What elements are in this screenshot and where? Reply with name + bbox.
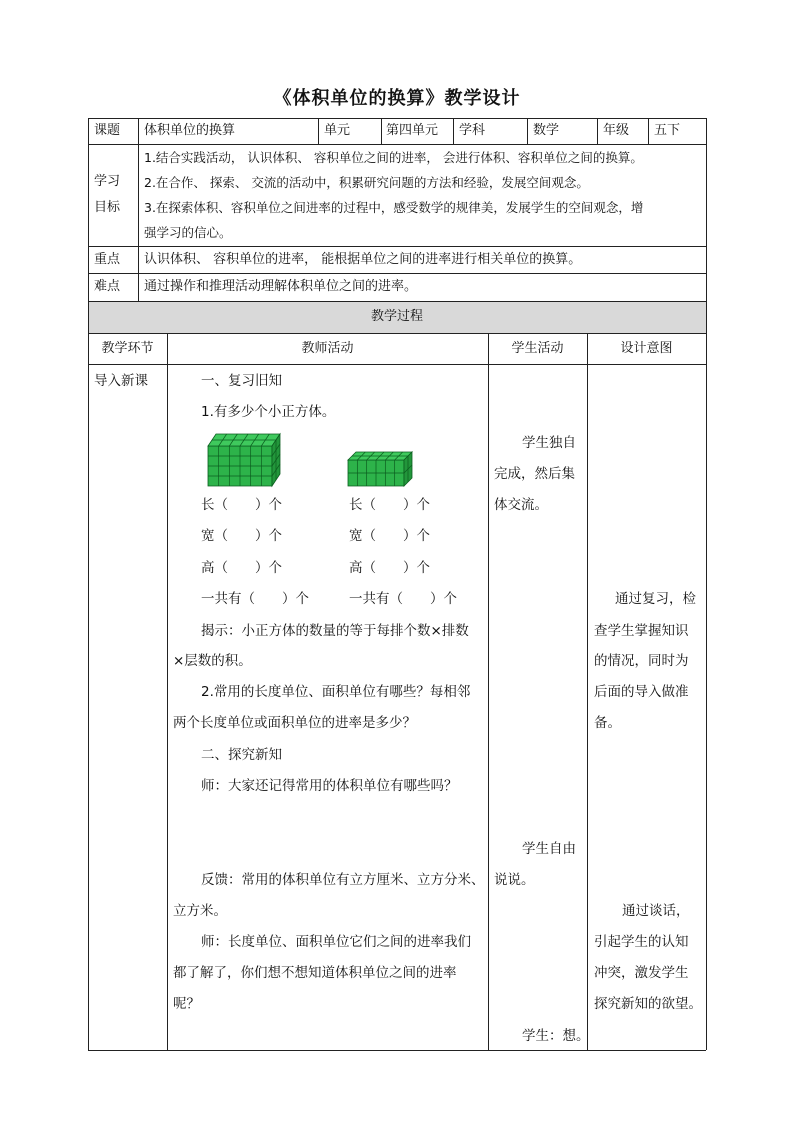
col-divider bbox=[167, 333, 168, 1050]
topic-value: 体积单位的换算 bbox=[144, 123, 236, 138]
design-intent-line: 通过复习，检 bbox=[615, 591, 696, 607]
feedback-line: 反馈：常用的体积单位有立方厘米、立方分米、 bbox=[201, 872, 485, 888]
col-divider bbox=[381, 118, 382, 144]
student-activity-line: 完成，然后集 bbox=[494, 466, 575, 482]
fill-height-right: 高（ ）个 bbox=[349, 560, 430, 576]
stage-label: 导入新课 bbox=[94, 373, 148, 389]
col-divider bbox=[318, 118, 319, 144]
design-intent-line: 后面的导入做准 bbox=[594, 684, 689, 700]
difficulty-text: 通过操作和推理活动理解体积单位之间的进率。 bbox=[144, 279, 418, 294]
row-divider bbox=[88, 246, 706, 247]
student-activity-line: 学生独自 bbox=[522, 435, 576, 451]
reveal-line: ×层数的积。 bbox=[173, 653, 252, 669]
col-divider bbox=[488, 333, 489, 1050]
fill-length-left: 长（ ）个 bbox=[201, 497, 282, 513]
objective-line: 3.在探索体积、容积单位之间进率的过程中，感受数学的规律美，发展学生的空间观念，增 bbox=[144, 200, 644, 215]
col-divider bbox=[648, 118, 649, 144]
design-intent-line: 引起学生的认知 bbox=[594, 934, 689, 950]
col-divider bbox=[587, 333, 588, 1050]
column-header-teacher: 教师活动 bbox=[301, 341, 354, 356]
feedback-line: 立方米。 bbox=[173, 903, 227, 919]
key-point-text: 认识体积、 容积单位的进率， 能根据单位之间的进率进行相关单位的换算。 bbox=[144, 252, 582, 267]
cube-block-small-image bbox=[346, 450, 414, 488]
review-heading: 一、复习旧知 bbox=[201, 373, 282, 389]
column-header-student: 学生活动 bbox=[511, 341, 564, 356]
design-intent-line: 冲突，激发学生 bbox=[594, 965, 689, 981]
cube-block-large-image bbox=[206, 432, 282, 488]
teacher-question-line: 都了解了，你们想不想知道体积单位之间的进率 bbox=[173, 965, 457, 981]
student-activity-line: 说说。 bbox=[494, 872, 535, 888]
design-intent-line: 探究新知的欲望。 bbox=[594, 996, 702, 1012]
question-1: 1.有多少个小正方体。 bbox=[201, 404, 336, 420]
page-title: 《体积单位的换算》教学设计 bbox=[273, 88, 521, 109]
design-intent-line: 查学生掌握知识 bbox=[594, 623, 689, 639]
objective-line: 1.结合实践活动， 认识体积、 容积单位之间的进率， 会进行体积、容积单位之间的换算。 bbox=[144, 150, 643, 165]
col-divider bbox=[597, 118, 598, 144]
row-divider bbox=[88, 364, 706, 365]
objective-line: 强学习的信心。 bbox=[144, 225, 232, 240]
student-activity-line: 学生：想。 bbox=[522, 1028, 590, 1044]
fill-total-left: 一共有（ ）个 bbox=[201, 591, 309, 607]
table-top-border bbox=[88, 118, 706, 119]
fill-width-left: 宽（ ）个 bbox=[201, 528, 282, 544]
table-left-border bbox=[88, 118, 89, 1050]
table-right-border bbox=[706, 118, 707, 1050]
grade-label: 年级 bbox=[603, 123, 630, 138]
table-bottom-border bbox=[88, 1050, 706, 1051]
fill-total-right: 一共有（ ）个 bbox=[349, 591, 457, 607]
teacher-question-line: 呢？ bbox=[173, 996, 200, 1012]
grade-value: 五下 bbox=[654, 123, 681, 138]
design-intent-line: 备。 bbox=[594, 715, 621, 731]
question-2: 2.常用的长度单位、面积单位有哪些？每相邻 bbox=[201, 684, 471, 700]
subject-label: 学科 bbox=[459, 123, 486, 138]
key-point-label: 重点 bbox=[94, 252, 121, 267]
student-activity-line: 体交流。 bbox=[494, 497, 548, 513]
column-header-intent: 设计意图 bbox=[620, 341, 673, 356]
fill-height-left: 高（ ）个 bbox=[201, 560, 282, 576]
objective-line: 2.在合作、 探索、 交流的活动中，积累研究问题的方法和经验，发展空间观念。 bbox=[144, 175, 589, 190]
fill-width-right: 宽（ ）个 bbox=[349, 528, 430, 544]
col-divider bbox=[138, 118, 139, 301]
reveal-line: 揭示：小正方体的数量的等于每排个数×排数 bbox=[201, 623, 469, 639]
subject-value: 数学 bbox=[533, 123, 560, 138]
col-divider bbox=[527, 118, 528, 144]
column-header-stage: 教学环节 bbox=[101, 341, 154, 356]
row-divider bbox=[88, 144, 706, 145]
unit-label: 单元 bbox=[324, 123, 351, 138]
row-divider bbox=[88, 333, 706, 334]
row-divider bbox=[88, 301, 706, 302]
teacher-ask: 师：大家还记得常用的体积单位有哪些吗？ bbox=[201, 778, 458, 794]
design-intent-line: 的情况，同时为 bbox=[594, 653, 689, 669]
col-divider bbox=[453, 118, 454, 144]
student-activity-line: 学生自由 bbox=[522, 841, 576, 857]
objectives-label-line1: 学习 bbox=[94, 174, 121, 189]
objectives-label-line2: 目标 bbox=[94, 200, 121, 215]
difficulty-label: 难点 bbox=[94, 279, 121, 294]
design-intent-line: 通过谈话， bbox=[622, 903, 690, 919]
process-header: 教学过程 bbox=[370, 309, 423, 324]
topic-label: 课题 bbox=[94, 123, 121, 138]
explore-heading: 二、探究新知 bbox=[201, 747, 282, 763]
question-2: 两个长度单位或面积单位的进率是多少？ bbox=[173, 715, 416, 731]
row-divider bbox=[88, 273, 706, 274]
teacher-question-line: 师：长度单位、面积单位它们之间的进率我们 bbox=[201, 934, 471, 950]
unit-value: 第四单元 bbox=[386, 123, 439, 138]
fill-length-right: 长（ ）个 bbox=[349, 497, 430, 513]
